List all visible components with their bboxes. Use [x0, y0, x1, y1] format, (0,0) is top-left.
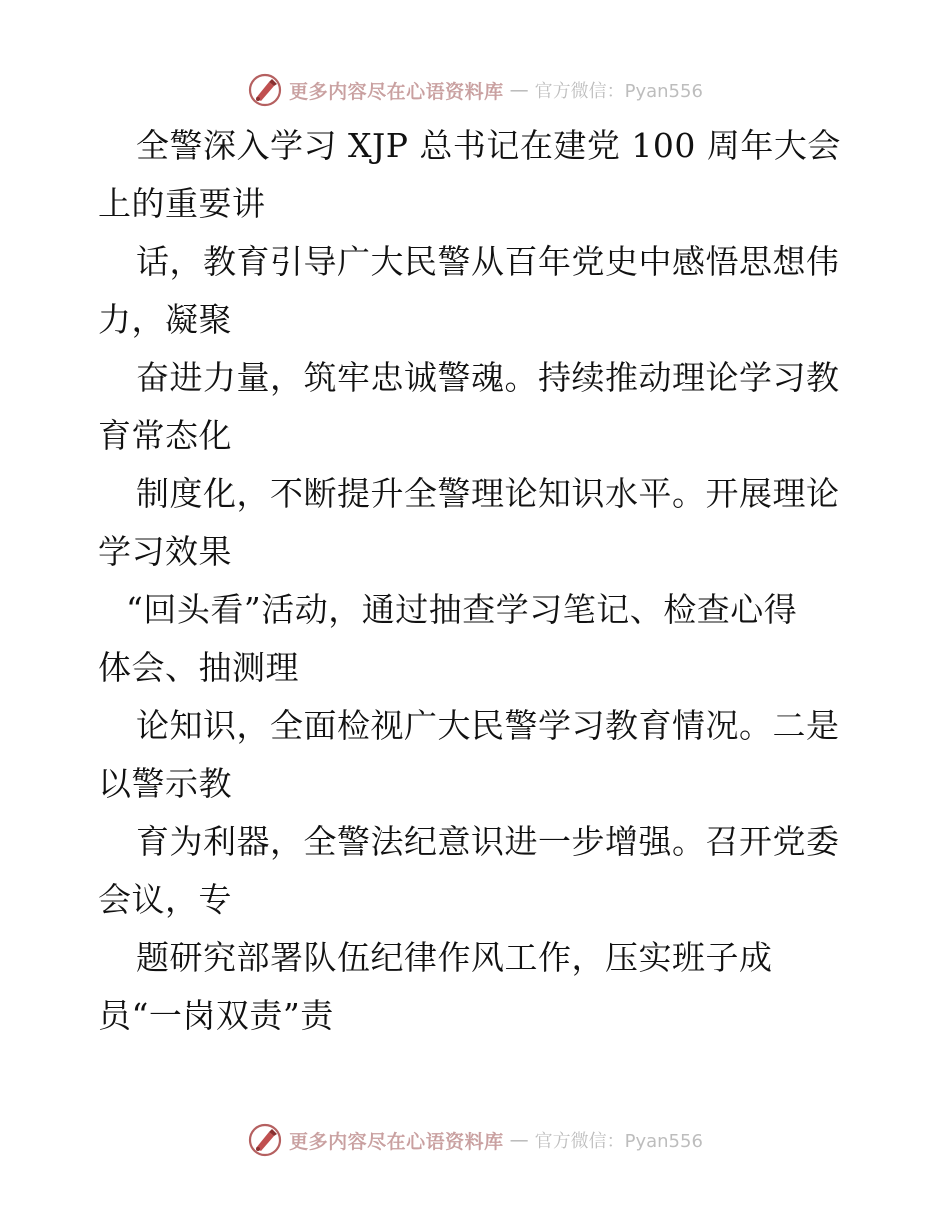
text-line: 员“一岗双责”责 — [98, 996, 334, 1035]
text-line: 奋进力量，筑牢忠诚警魂。持续推动理论学习教 — [136, 358, 840, 397]
watermark-dash: — — [509, 79, 529, 101]
text-line: 话，教育引导广大民警从百年党史中感悟思想伟 — [136, 242, 840, 281]
logo-icon — [247, 1122, 283, 1158]
text-line: 全警深入学习 XJP 总书记在建党 100 周年大会 — [136, 126, 841, 165]
text-line: 题研究部署队伍纪律作风工作，压实班子成 — [136, 938, 773, 977]
text-line: 上的重要讲 — [98, 184, 266, 223]
footer-watermark — [0, 1120, 950, 1160]
text-line: 制度化，不断提升全警理论知识水平。开展理论 — [136, 474, 840, 513]
watermark-text: 更多内容尽在心语资料库 — [289, 80, 504, 103]
text-line: “回头看”活动，通过抽查学习笔记、检查心得 — [126, 590, 798, 629]
text-line: 育常态化 — [98, 416, 232, 455]
text-line: 体会、抽测理 — [98, 648, 299, 687]
watermark-wechat: 官方微信：Pyan556 — [534, 81, 703, 102]
text-line: 论知识，全面检视广大民警学习教育情况。二是 — [136, 706, 840, 745]
document-body — [98, 117, 858, 1045]
text-line: 以警示教 — [98, 764, 232, 803]
text-line: 会议，专 — [98, 880, 232, 919]
header-watermark — [0, 70, 950, 110]
watermark-wechat: 官方微信：Pyan556 — [534, 1131, 703, 1152]
text-line: 学习效果 — [98, 532, 232, 571]
text-line: 力，凝聚 — [98, 300, 232, 339]
watermark-text: 更多内容尽在心语资料库 — [289, 1130, 504, 1153]
watermark-dash: — — [509, 1129, 529, 1151]
logo-icon — [247, 72, 283, 108]
text-line: 育为利器，全警法纪意识进一步增强。召开党委 — [136, 822, 840, 861]
